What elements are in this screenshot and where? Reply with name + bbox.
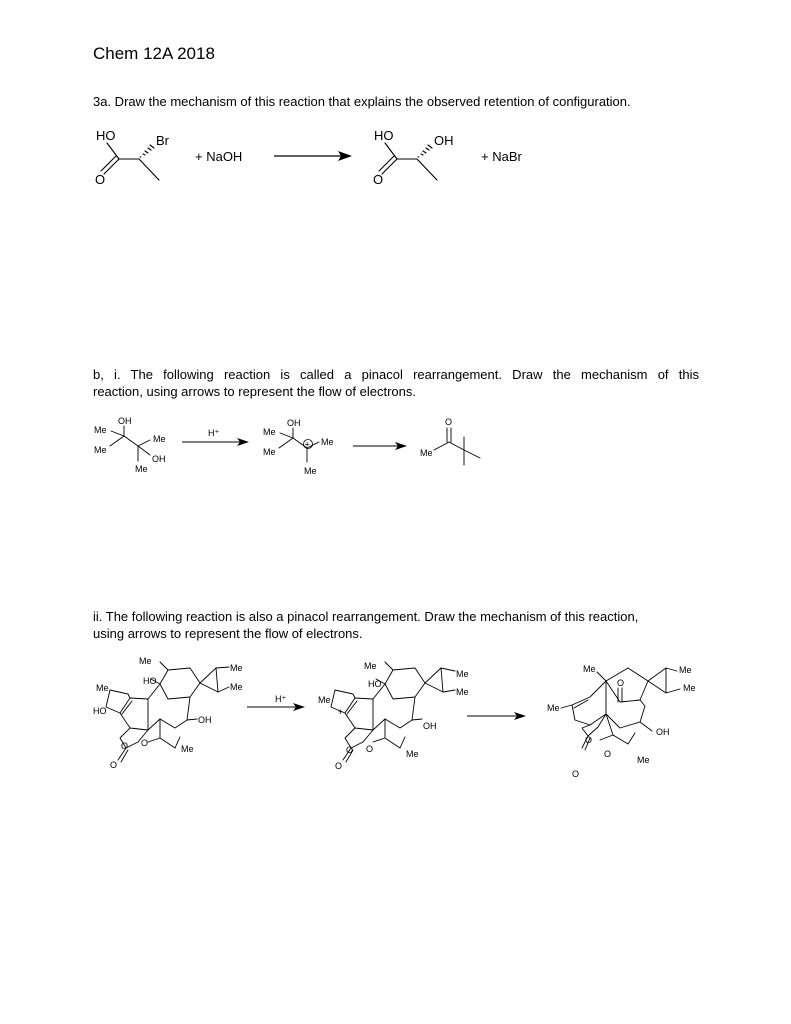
m1-ho-2: HO bbox=[93, 706, 107, 716]
arrow-bii-1 bbox=[247, 703, 305, 711]
cation-me-4: Me bbox=[304, 466, 317, 476]
plus-nabr: + NaBr bbox=[481, 149, 522, 164]
m3-o-ketone: O bbox=[617, 678, 625, 688]
m3-o-2: O bbox=[604, 749, 612, 759]
reactant-br-label: Br bbox=[156, 133, 169, 148]
m2-me-a: Me bbox=[364, 661, 377, 671]
question-bii-line1: ii. The following reaction is also a pinacol rearrangement. Draw the mechanism of this reaction, bbox=[93, 609, 639, 624]
m1-o-2: O bbox=[141, 738, 149, 748]
scheme-bii bbox=[0, 650, 791, 780]
m3-me-b: Me bbox=[679, 665, 692, 675]
m3-oh: OH bbox=[656, 727, 670, 737]
pinacol-me-1: Me bbox=[94, 425, 107, 435]
scheme-3a bbox=[0, 120, 791, 200]
pinacol-oh-bottom: OH bbox=[152, 454, 166, 464]
m1-oh: OH bbox=[198, 715, 212, 725]
cation-charge: + bbox=[304, 439, 310, 450]
reagent-h-plus-2: H⁺ bbox=[275, 694, 287, 704]
question-bi-text bbox=[93, 366, 699, 400]
arrow-bii-2 bbox=[467, 712, 526, 720]
diterpene-cation-intermediate bbox=[318, 661, 469, 771]
m2-plus: + bbox=[338, 707, 344, 717]
reaction-arrow bbox=[274, 151, 352, 161]
plus-naoh: + NaOH bbox=[195, 149, 243, 164]
m1-me-a: Me bbox=[139, 656, 152, 666]
m2-me-d: Me bbox=[318, 695, 331, 705]
pinacolone-product bbox=[420, 417, 480, 465]
cation-me-1: Me bbox=[263, 427, 276, 437]
page-title: Chem 12A 2018 bbox=[93, 44, 215, 63]
arrow-bi-1 bbox=[182, 438, 249, 446]
m1-ho-1: HO bbox=[143, 676, 157, 686]
scheme-bi bbox=[0, 410, 791, 480]
carbocation-intermediate bbox=[263, 418, 334, 476]
question-bi-line1: b, i. The following reaction is called a pinacol rearrangement. Draw the mechanism of this bbox=[93, 367, 699, 382]
reactant-bromo-acid bbox=[95, 128, 170, 187]
m1-o-1: O bbox=[121, 741, 129, 751]
product-ho-label: HO bbox=[374, 128, 394, 143]
cation-oh: OH bbox=[287, 418, 301, 428]
m1-me-c: Me bbox=[230, 682, 243, 692]
m1-me-e: Me bbox=[181, 744, 194, 754]
pinacol-me-2: Me bbox=[94, 445, 107, 455]
product-o-label: O bbox=[373, 172, 384, 187]
m2-me-b: Me bbox=[456, 669, 469, 679]
question-bii-line2: using arrows to represent the flow of electrons. bbox=[93, 626, 363, 641]
reagent-h-plus-1: H⁺ bbox=[208, 428, 220, 438]
arrow-bi-2 bbox=[353, 442, 407, 450]
m1-me-d: Me bbox=[96, 683, 109, 693]
pinacolone-o: O bbox=[445, 417, 453, 427]
m3-me-d: Me bbox=[547, 703, 560, 713]
product-oh-label: OH bbox=[434, 133, 454, 148]
m2-me-c: Me bbox=[456, 687, 469, 697]
m2-oh: OH bbox=[423, 721, 437, 731]
pinacol-me-3: Me bbox=[153, 434, 166, 444]
reactant-o-label: O bbox=[95, 172, 106, 187]
m2-o-1: O bbox=[346, 745, 354, 755]
m2-o-3: O bbox=[335, 761, 343, 771]
cation-me-3: Me bbox=[321, 437, 334, 447]
pinacol-me-4: Me bbox=[135, 464, 148, 474]
m3-me-a: Me bbox=[583, 664, 596, 674]
product-hydroxy-acid bbox=[373, 128, 454, 187]
m2-me-e: Me bbox=[406, 749, 419, 759]
m2-o-2: O bbox=[366, 744, 374, 754]
pinacol-diol bbox=[94, 416, 166, 474]
diterpene-diol-starting-material bbox=[93, 656, 243, 770]
question-bii-text bbox=[93, 608, 703, 642]
m3-o-1: O bbox=[585, 735, 593, 745]
m3-me-e: Me bbox=[637, 755, 650, 765]
diterpene-ketone-product bbox=[547, 664, 696, 779]
pinacolone-me: Me bbox=[420, 448, 433, 458]
m3-me-c: Me bbox=[683, 683, 696, 693]
m1-o-3: O bbox=[110, 760, 118, 770]
m2-ho-1: HO bbox=[368, 679, 382, 689]
m3-o-3: O bbox=[572, 769, 580, 779]
question-3a-text: 3a. Draw the mechanism of this reaction that explains the observed retention of configuration. bbox=[93, 94, 631, 109]
reactant-ho-label: HO bbox=[96, 128, 116, 143]
m1-me-b: Me bbox=[230, 663, 243, 673]
pinacol-oh-top: OH bbox=[118, 416, 132, 426]
question-bi-line2: reaction, using arrows to represent the flow of electrons. bbox=[93, 384, 416, 399]
cation-me-2: Me bbox=[263, 447, 276, 457]
